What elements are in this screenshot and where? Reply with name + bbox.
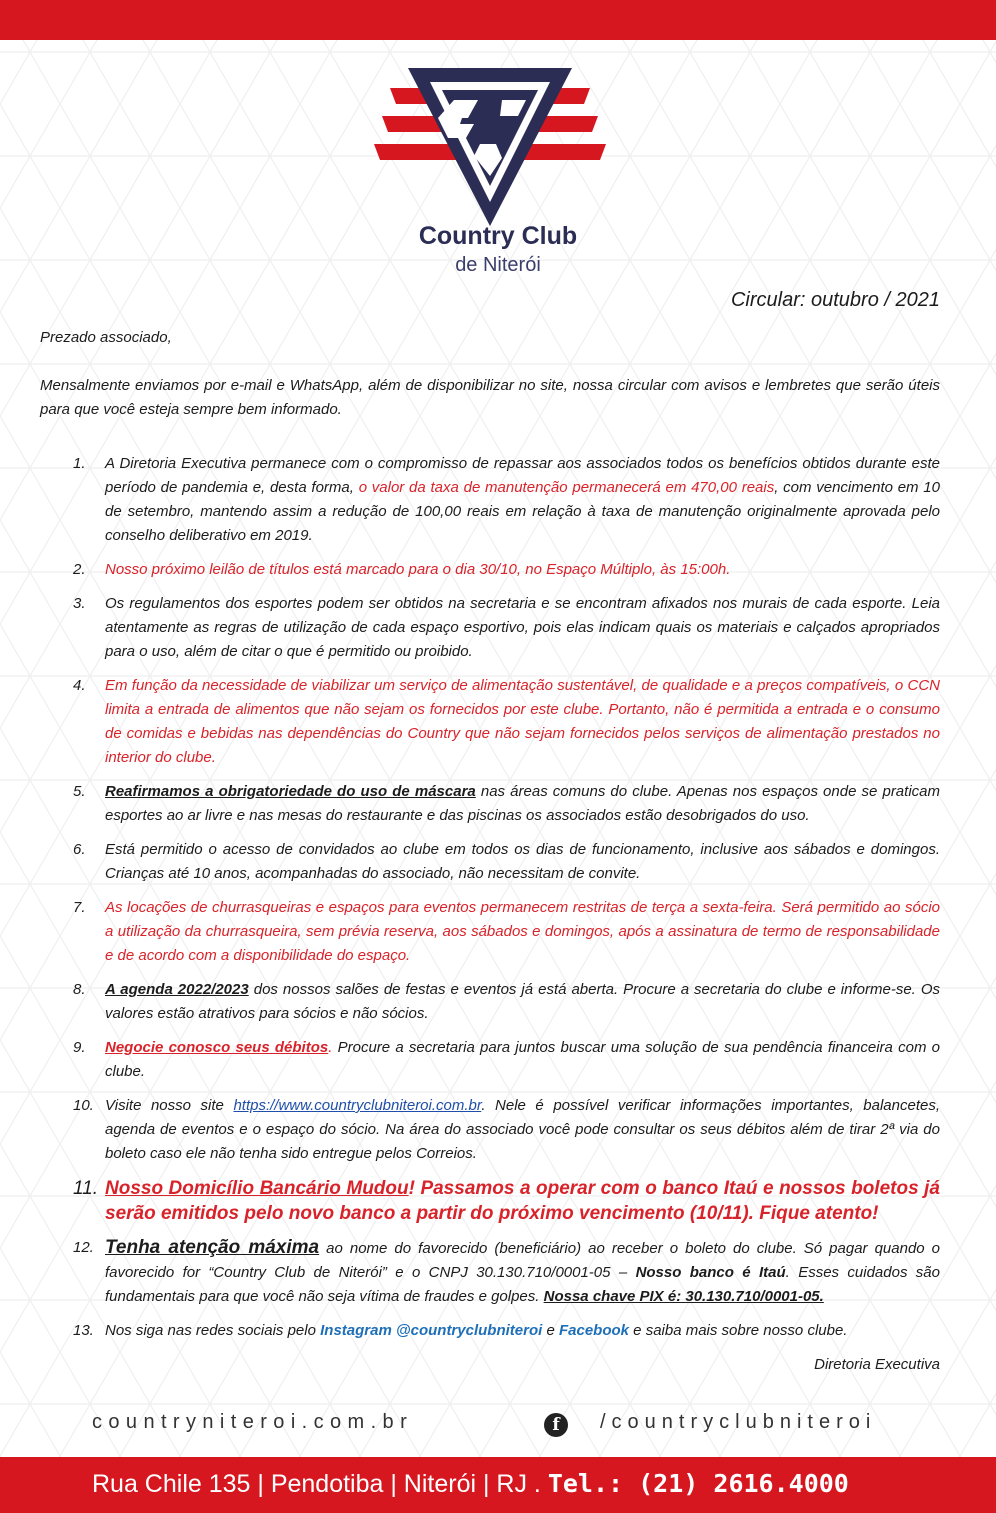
- footer-website[interactable]: countryniteroi.com.br: [92, 1411, 414, 1433]
- facebook-icon: f: [544, 1413, 568, 1437]
- facebook-link[interactable]: Facebook: [558, 1322, 630, 1339]
- bottom-red-bar: [0, 1457, 996, 1513]
- list-item: 13. Nos siga nas redes sociais pelo Instagram @countryclubniteroi e Facebook e saiba mais sobre nosso clube.: [73, 1322, 848, 1339]
- intro-paragraph: Mensalmente enviamos por e-mail e WhatsApp, além de disponibilizar no site, nossa circular com avisos e lembretes que serão úteis para que você esteja sempre bem informado.: [40, 377, 940, 418]
- list-item: 8. A agenda 2022/2023 dos nossos salões de festas e eventos já está aberta. Procure a secretaria do clube e informe-se. Os valores estão atrativos para sócios e não sócios.: [73, 981, 941, 1022]
- brand-name: Country Club: [418, 222, 578, 250]
- list-item: 11. Nosso Domicílio Bancário Mudou! Passamos a operar com o banco Itaú e nossos boletos já serão emitidos pelo novo banco a partir do próximo vencimento (10/11). Fique atento!: [73, 1178, 940, 1224]
- list-item: 7. As locações de churrasqueiras e espaços para eventos permanecem restritas de terça a sexta-feira. Será permitido ao sócio a utilização da churrasqueira, sem prévia reserva, aos sábados e domingos, após a assinatura de termo de responsabilidade e de acordo com a disponibilidade do espaço.: [73, 899, 940, 964]
- list-item: 1. A Diretoria Executiva permanece com o compromisso de repassar aos associados todos os benefícios obtidos durante este período de pandemia e, desta forma, o valor da taxa de manutenção permanecerá em 470,00 reais, com vencimento em 10 de setembro, mantendo assim a redução de 100,00 reais em relação à taxa de manutenção originalmente aprovada pelo conselho deliberativo em 2019.: [73, 455, 940, 544]
- notice-list: [40, 452, 940, 1343]
- brand-subtitle: de Niterói: [455, 254, 541, 276]
- list-item: 6. Está permitido o acesso de convidados ao clube em todos os dias de funcionamento, inclusive aos sábados e domingos. Crianças até 10 anos, acompanhadas do associado, não necessitam de convite.: [73, 841, 940, 882]
- footer-address: Rua Chile 135 | Pendotiba | Niterói | RJ . Tel.: (21) 2616.4000: [92, 1469, 849, 1498]
- footer-social: [92, 1411, 912, 1441]
- footer-phone: Tel.: (21) 2616.4000: [547, 1469, 849, 1498]
- circular-title: Circular: outubro / 2021: [730, 289, 940, 311]
- website-link[interactable]: https://www.countryclubniteroi.com.br: [233, 1097, 482, 1114]
- signature: Diretoria Executiva: [814, 1356, 940, 1373]
- list-item: 5. Reafirmamos a obrigatoriedade do uso de máscara nas áreas comuns do clube. Apenas nos espaços onde se praticam esportes ao ar livre e nas mesas do restaurante e das piscinas os associados estão desobrigados do uso.: [73, 783, 940, 824]
- list-item: 12. Tenha atenção máxima ao nome do favorecido (beneficiário) ao receber o boleto do clube. Só pagar quando o favorecido for “Country Club de Niterói” e o CNPJ 30.130.710/0001-05 – Nosso banco é Itaú. Esses cuidados são fundamentais para que você não seja vítima de fraudes e golpes. Nossa chave PIX é: 30.130.710/0001-05.: [73, 1237, 941, 1305]
- footer-social-handle[interactable]: /countryclubniteroi: [600, 1411, 877, 1433]
- letter-body: [40, 326, 940, 1377]
- list-item: 3. Os regulamentos dos esportes podem ser obtidos na secretaria e se encontram afixados nos murais de cada esporte. Leia atentamente as regras de utilização de cada espaço esportivo, pois elas indicam quais os materiais e calçados apropriados para o uso, além de citar o que é permitido ou proibido.: [73, 595, 940, 660]
- list-item: 2. Nosso próximo leilão de títulos está marcado para o dia 30/10, no Espaço Múltiplo, às 15:00h.: [73, 561, 731, 578]
- top-red-bar: [0, 0, 996, 40]
- list-item: 9. Negocie conosco seus débitos. Procure a secretaria para juntos buscar uma solução de sua pendência financeira com o clube.: [73, 1039, 940, 1080]
- salutation: Prezado associado,: [40, 329, 172, 346]
- list-item: 10. Visite nosso site https://www.countryclubniteroi.com.br. Nele é possível verificar informações importantes, balancetes, agenda de eventos e o espaço do sócio. Na área do associado você pode consultar os seus débitos além de tirar 2ª via do boleto caso ele não tenha sido entregue pelos Correios.: [73, 1097, 941, 1162]
- instagram-link[interactable]: Instagram @countryclubniteroi: [320, 1322, 543, 1339]
- list-item: 4. Em função da necessidade de viabilizar um serviço de alimentação sustentável, de qualidade e a preços compatíveis, o CCN limita a entrada de alimentos que não sejam os fornecidos por este clube. Portanto, não é permitida a entrada e o consumo de comidas e bebidas nas dependências do Country que não sejam fornecidos pelos serviços de alimentação prestados no interior do clube.: [73, 677, 940, 766]
- club-logo-icon: [372, 66, 608, 228]
